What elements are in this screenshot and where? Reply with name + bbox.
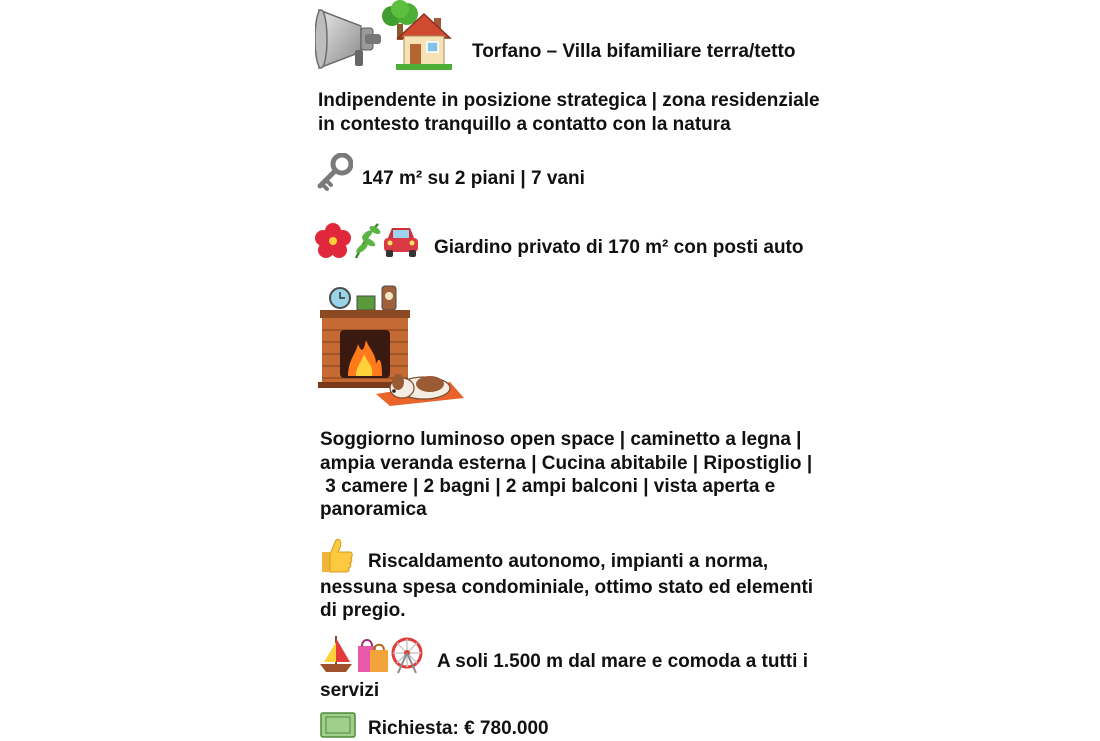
megaphone-icon <box>315 0 383 72</box>
hibiscus-icon <box>315 222 351 260</box>
location-line-2: servizi <box>320 680 380 701</box>
thumbs-up-icon <box>318 536 354 574</box>
intro-line-1: Indipendente in posizione strategica | zona residenziale <box>318 90 820 111</box>
sailboat-icon <box>318 634 354 674</box>
features-line-2: nessuna spesa condominiale, ottimo stato ed elementi <box>320 577 814 598</box>
house-icon <box>396 8 452 70</box>
ferris-wheel-icon <box>389 636 425 674</box>
features-line-3: di pregio. <box>320 600 406 621</box>
dog-icon <box>372 364 466 406</box>
key-icon <box>315 153 353 193</box>
location-line-1: A soli 1.500 m dal mare e comoda a tutti i <box>437 651 808 672</box>
garden-text: Giardino privato di 170 m² con posti auto <box>434 237 804 258</box>
rooms-line-1: Soggiorno luminoso open space | caminetto a legna | <box>320 429 802 450</box>
listing-title: Torfano – Villa bifamiliare terra/tetto <box>472 41 796 62</box>
rooms-line-2: ampia veranda esterna | Cucina abitabile | Ripostiglio | <box>320 453 813 474</box>
features-line-1: Riscaldamento autonomo, impianti a norma, <box>368 551 769 572</box>
car-icon <box>382 224 420 260</box>
rooms-line-3: 3 camere | 2 bagni | 2 ampi balconi | vista aperta e <box>320 476 776 497</box>
size-text: 147 m² su 2 piani | 7 vani <box>362 168 585 189</box>
intro-line-2: in contesto tranquillo a contatto con la natura <box>318 114 731 135</box>
banknote-icon <box>320 712 356 738</box>
price-text: Richiesta: € 780.000 <box>368 718 549 739</box>
herb-icon <box>350 220 384 260</box>
rooms-line-4: panoramica <box>320 499 427 520</box>
shopping-bags-icon <box>354 636 390 674</box>
